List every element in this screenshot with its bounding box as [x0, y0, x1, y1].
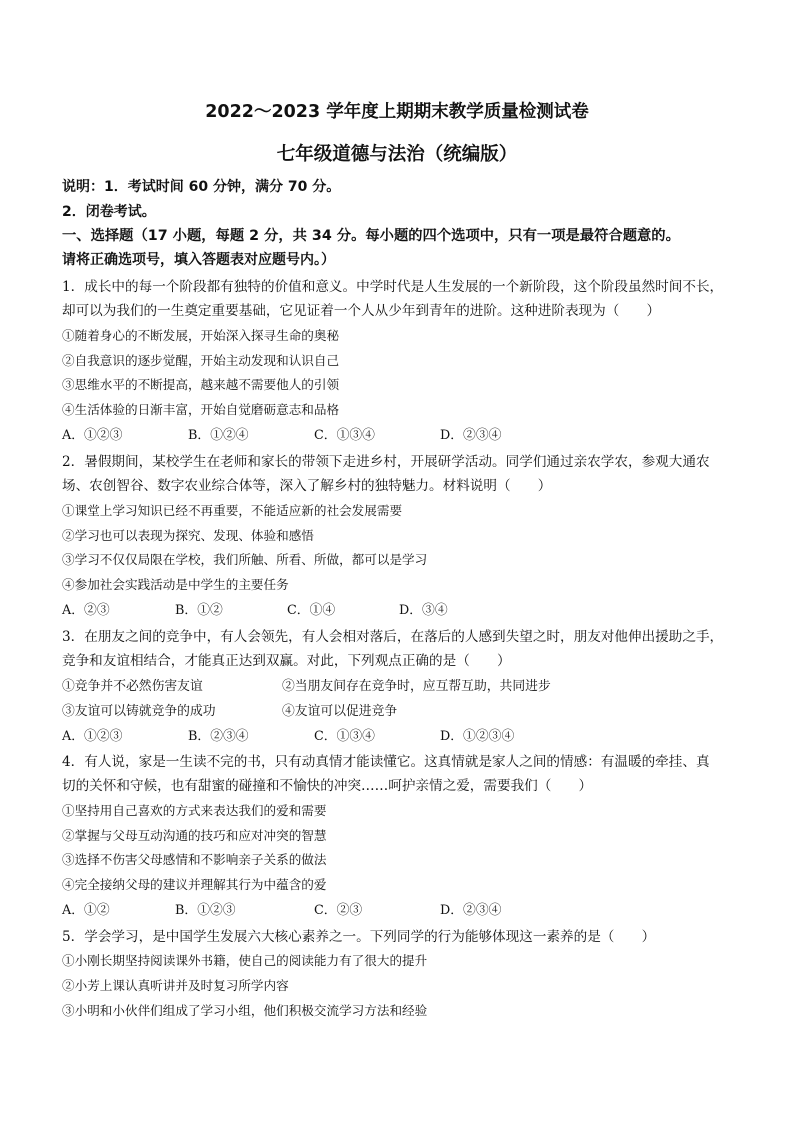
question-3-item-1: ①竞争并不必然伤害友谊	[62, 679, 203, 694]
question-2-item-3: ③学习不仅仅局限在学校，我们所触、所看、所做，都可以是学习	[62, 552, 428, 567]
question-1-choice-c: C．①③④	[314, 428, 375, 443]
question-2-choice-b: B．①②	[175, 603, 223, 618]
instructions-line-2: 2．闭卷考试。	[62, 204, 156, 220]
question-4-item-3: ③选择不伤害父母感情和不影响亲子关系的做法	[62, 852, 327, 867]
question-4-choice-d: D．②③④	[440, 903, 502, 918]
question-1-item-2: ②自我意识的逐步觉醒，开始主动发现和认识自己	[62, 353, 340, 368]
question-5-stem-line-1: 5．学会学习，是中国学生发展六大核心素养之一。下列同学的行为能够体现这一素养的是（ ）	[62, 929, 656, 945]
question-1-choice-d: D．②③④	[440, 428, 502, 443]
question-3-stem-line-2: 竞争和友谊相结合，才能真正达到双赢。对此，下列观点正确的是（ ）	[62, 653, 511, 669]
exam-title: 2022～2023 学年度上期期末教学质量检测试卷	[205, 102, 589, 122]
question-2-item-2: ②学习也可以表现为探究、发现、体验和感悟	[62, 528, 314, 543]
question-3-choice-d: D．①②③④	[440, 729, 515, 744]
question-4-stem-line-1: 4．有人说，家是一生读不完的书，只有动真情才能读懂它。这真情就是家人之间的情感：有温暖的牵挂、真	[62, 754, 710, 770]
instructions-line-1: 说明：1．考试时间 60 分钟，满分 70 分。	[62, 179, 341, 195]
question-1-stem-line-2: 却可以为我们的一生奠定重要基础，它见证着一个人从少年到青年的进阶。这种进阶表现为（ ）	[62, 303, 661, 319]
question-2-choice-a: A．②③	[62, 603, 110, 618]
question-4-choice-a: A．①②	[62, 903, 110, 918]
question-5-item-2: ②小芳上课认真听讲并及时复习所学内容	[62, 978, 289, 993]
question-1-choice-b: B．①②④	[188, 428, 249, 443]
question-2-choice-c: C．①④	[287, 603, 336, 618]
question-3-stem-line-1: 3．在朋友之间的竞争中，有人会领先，有人会相对落后，在落后的人感到失望之时，朋友对他伸出援助之手，	[62, 629, 724, 645]
question-1-item-1: ①随着身心的不断发展，开始深入探寻生命的奥秘	[62, 328, 340, 343]
question-4-item-1: ①坚持用自己喜欢的方式来表达我们的爱和需要	[62, 803, 327, 818]
question-4-item-2: ②掌握与父母互动沟通的技巧和应对冲突的智慧	[62, 828, 327, 843]
question-4-choice-b: B．①②③	[175, 903, 236, 918]
question-3-choice-c: C．①③④	[314, 729, 375, 744]
question-1-stem-line-1: 1．成长中的每一个阶段都有独特的价值和意义。中学时代是人生发展的一个新阶段，这个阶段虽然时间不长，	[62, 279, 724, 295]
question-5-item-3: ③小明和小伙伴们组成了学习小组，他们积极交流学习方法和经验	[62, 1003, 428, 1018]
section-heading-line-2: 请将正确选项号，填入答题表对应题号内。）	[62, 252, 335, 268]
question-2-item-4: ④参加社会实践活动是中学生的主要任务	[62, 577, 289, 592]
question-4-item-4: ④完全接纳父母的建议并理解其行为中蕴含的爱	[62, 877, 327, 892]
question-1-choice-a: A．①②③	[62, 428, 123, 443]
question-3-item-3: ③友谊可以铸就竞争的成功	[62, 704, 216, 719]
question-2-stem-line-2: 场、农创智谷、数字农业综合体等，深入了解乡村的独特魅力。材料说明（ ）	[62, 478, 552, 494]
question-5-item-1: ①小刚长期坚持阅读课外书籍，使自己的阅读能力有了很大的提升	[62, 953, 428, 968]
question-2-stem-line-1: 2．暑假期间，某校学生在老师和家长的带领下走进乡村，开展研学活动。同学们通过亲农学农，参观大通农	[62, 454, 710, 470]
question-3-choice-a: A．①②③	[62, 729, 123, 744]
exam-subtitle: 七年级道德与法治（统编版）	[276, 144, 518, 165]
section-heading-line-1: 一、选择题（17 小题，每题 2 分，共 34 分。每小题的四个选项中，只有一项是最符合题意的。	[62, 228, 680, 244]
question-3-item-2: ②当朋友间存在竞争时，应互帮互助，共同进步	[282, 679, 551, 694]
question-3-choice-b: B．②③④	[188, 729, 249, 744]
question-1-item-4: ④生活体验的日渐丰富，开始自觉磨砺意志和品格	[62, 402, 340, 417]
question-4-choice-c: C．②③	[314, 903, 363, 918]
question-4-stem-line-2: 切的关怀和守候，也有甜蜜的碰撞和不愉快的冲突……呵护亲情之爱，需要我们（ ）	[62, 778, 593, 794]
question-3-item-4: ④友谊可以促进竞争	[282, 704, 398, 719]
question-2-item-1: ①课堂上学习知识已经不再重要，不能适应新的社会发展需要	[62, 503, 403, 518]
question-2-choice-d: D．③④	[399, 603, 448, 618]
question-1-item-3: ③思维水平的不断提高，越来越不需要他人的引领	[62, 377, 340, 392]
